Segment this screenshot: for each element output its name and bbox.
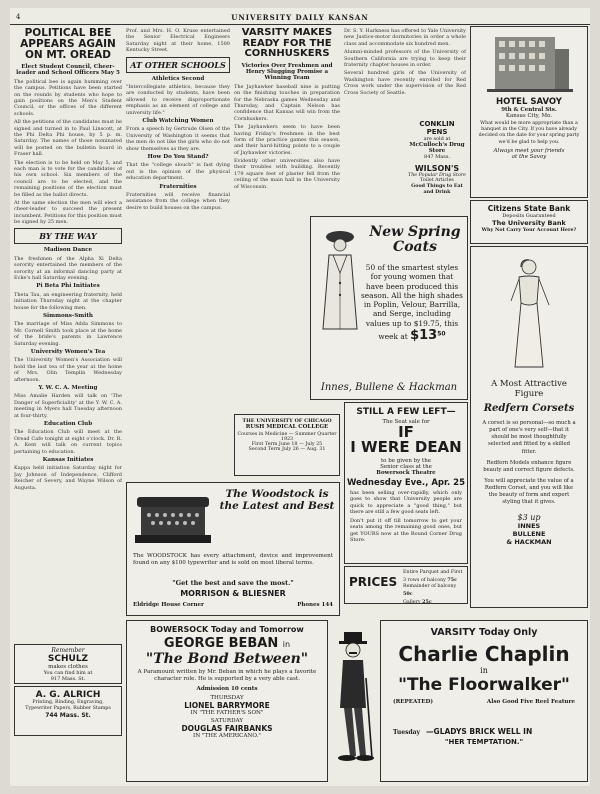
wilsons-ad	[408, 164, 466, 208]
chaplin-illustration-box	[330, 620, 376, 780]
woman-in-coat-illustration	[315, 225, 365, 335]
dean-seat-sale: The Seat sale for	[382, 419, 430, 425]
bank-line: Why Not Carry Your Account Here?	[481, 227, 577, 233]
varsity-tue-star: —GLADYS BRICK WELL IN	[426, 727, 533, 736]
bowersock-thu-star: LIONEL BARRYMORE	[184, 700, 270, 710]
item-text: Miss Amalie Harden will talk on 'The Danger of Superficiality' at the Y. W. C. A. meeting in Myers hall Tuesday afternoon at four-thirty.	[14, 393, 122, 419]
savoy-footer: at the Savoy	[511, 153, 547, 160]
article-paragraph: The Jayhawker baseball nine is putting on the finishing touches in preparation for the Nebraska games Wednesday and Thursday, and Captain Nelson has confidence that Kansas will win from the Cornhuskers.	[234, 83, 340, 122]
bowersock-thursday: THURSDAY	[210, 694, 244, 701]
item-head: Simmons-Smith	[42, 313, 93, 320]
varsity-star: Charlie Chaplin	[398, 642, 570, 666]
item-head: University Women's Tea	[30, 349, 106, 356]
woodstock-ad	[126, 482, 340, 616]
woodstock-text: The WOODSTOCK has every attachment, device and improvement found on any $100 typewriter and is sold on most liberal terms.	[133, 553, 333, 567]
article-paragraph: Dr. S. Y. Harkness has offered to Yale University new Justice-motor dormitories in order a whole class and accommodate six hundred men.	[344, 28, 466, 47]
price-name: Entire Parquet and First 3 rows of balcony	[403, 570, 463, 583]
bowersock-star	[127, 636, 327, 651]
coats-price: $13	[410, 327, 438, 343]
schulz-name: SCHULZ	[47, 654, 89, 664]
notice-line: Courses in Medicine — Summer Quarter 1923	[237, 432, 337, 442]
savoy-ad	[470, 26, 588, 198]
corsets-ad	[470, 246, 588, 608]
wilsons-line: The Popular Drug Store	[408, 173, 466, 178]
prices-label: PRICES	[349, 575, 398, 589]
item-head: Y. W. C. A. Meeting	[38, 385, 98, 392]
schulz-find: You can find him at	[43, 670, 93, 676]
price-value: 75c	[447, 576, 458, 583]
price-value: 50c	[403, 591, 413, 598]
wilsons-line: Toilet Articles	[420, 178, 454, 183]
varsity-title: "The Floorwalker"	[398, 675, 570, 695]
conklin-store: McCulloch's Drug Store	[409, 142, 465, 154]
dean-line: to be given by the	[380, 457, 432, 464]
alrich-ad	[14, 686, 122, 736]
citizens-bank-ad	[470, 200, 588, 244]
notice-line: First Term June 18 — July 25	[251, 442, 323, 447]
schulz-remember: Remember	[51, 647, 85, 654]
corset-text: Redfern Models enhance figure beauty and correct figure defects.	[483, 459, 575, 473]
price-row	[403, 570, 463, 584]
article-paragraph: All the petitions of the candidates must be signed and turned in to Paul Linscott, at the Phi Delta Phi house, by 5 p. m. Saturday. The names of those nominated will be posted on the bulletin board in Fraser hall.	[14, 119, 122, 158]
schulz-address: 917 Mass. St.	[50, 676, 86, 682]
corset-text: You will appreciate the value of a Redfern Corset, and you will like the beauty of form and expert styling that it gives.	[484, 477, 574, 506]
article-paragraph: The political bee is again humming over the campus. Petitions have been started on the rounds by students who hope to gain positions on the Men's Student Council, or the offices of the different schools.	[14, 78, 122, 117]
alrich-address: 744 Mass. St.	[45, 712, 91, 720]
typewriter-illustration	[133, 491, 213, 549]
bowersock-ad	[126, 620, 328, 782]
corset-figure-illustration	[499, 255, 559, 375]
item-head: Club Watching Women	[142, 117, 214, 124]
schulz-ad	[14, 644, 122, 684]
item-head: How Do You Stand?	[147, 153, 209, 160]
conklin-ad	[408, 120, 466, 160]
hotel-building-illustration	[479, 31, 579, 93]
section-by-the-way: BY THE WAY	[14, 228, 122, 244]
political-headline: POLITICAL BEE APPEARS AGAIN ON MT. OREAD	[20, 28, 116, 62]
conklin-address: 847 Mass.	[424, 154, 450, 160]
chaplin-figure-illustration	[330, 628, 376, 778]
alrich-text: Printing, Binding, Engraving, Typewriter Papers, Rubber Stamps	[25, 700, 111, 712]
varsity-tuesday: Tuesday	[393, 729, 421, 736]
dean-line: Senior class at the	[380, 463, 432, 470]
bowersock-admission: Admission 10 cents	[196, 685, 258, 692]
political-subhead: Elect Student Council, Cheer-leader and School Officers May 5	[16, 64, 120, 77]
item-text: Kappa held initiation Saturday night for Jay Johnson of Independence, Clifford Reicher of Severy, and Wayne Wilson of Augusta.	[14, 465, 122, 491]
item-head: Pi Beta Phi Initiates	[36, 283, 100, 290]
notice-line: THE UNIVERSITY OF CHICAGO	[242, 418, 332, 424]
price-name: Gallery	[403, 599, 421, 604]
corset-price: $3 up	[517, 512, 541, 522]
woodstock-slogan: "Get the best and save the most."	[172, 579, 294, 587]
item-text: The University Women's Association will hold the last tea of the year at the home of Mrs. Olin Templin Wednesday afternoon.	[14, 357, 122, 383]
varsity-extra-row	[381, 699, 587, 705]
coats-headline: New Spring Coats	[369, 224, 461, 255]
column-2	[126, 28, 230, 498]
coats-body	[361, 263, 463, 344]
item-text: From a speech by Gertrude Olsen of the University of Washington it seems that the men do not like the girls who do not show themselves as they are.	[126, 126, 230, 152]
chicago-notice	[234, 414, 340, 476]
dean-title: I WERE DEAN	[350, 438, 462, 456]
varsity-in: in	[480, 666, 488, 675]
woodstock-address: Eldridge House Corner	[133, 602, 204, 608]
masthead	[10, 10, 590, 25]
coats-body-text: 50 of the smartest styles for young women that have been produced this season. All the high shades in Poplin, Velour, Barrilla, and Serge, including values up to $19.75, this week at	[361, 263, 463, 341]
bowersock-title: "The Bond Between"	[145, 651, 309, 667]
price-value: 25c	[422, 598, 432, 604]
varsity-chaplin-ad	[380, 620, 588, 782]
price-row	[403, 584, 463, 598]
wilsons-name: WILSON'S	[414, 164, 460, 173]
item-text: Fraternities will receive financial assistance from the college when they desire to build houses on the campus.	[126, 191, 230, 211]
bowersock-saturday: SATURDAY	[210, 717, 244, 724]
alrich-name: A. G. ALRICH	[35, 690, 101, 700]
corset-store: & HACKMAN	[506, 537, 552, 546]
coats-store-signature: Innes, Bullene & Hackman	[320, 382, 458, 393]
conklin-line: are sold at	[423, 136, 451, 142]
savoy-city: Kansas City, Mo.	[505, 113, 553, 119]
section-at-other-schools: AT OTHER SCHOOLS	[126, 57, 230, 73]
dean-body: has been selling over-rapidly, which only goes to show that University people are quick to appreciate a "good thing," but there are still a few good seats left.	[350, 489, 462, 516]
item-head: Kansas Initiates	[42, 457, 94, 463]
savoy-text: What would be more appropriate than a banquet in the City. If you have already decided on the date for your spring party we'd be glad to help you.	[478, 121, 580, 145]
if-i-were-dean-ad	[344, 402, 468, 564]
bowersock-star-in: in	[282, 640, 291, 649]
woodstock-dealer: MORRISON & BLIESNER	[180, 589, 286, 598]
bowersock-thu-title: IN "THE FATHER'S SON"	[190, 709, 264, 716]
bank-name: Citizens State Bank	[487, 204, 571, 213]
bowersock-body: A Paramount written by Mr. Beban in which he plays a favorite character role. He is supported by a very able cast.	[137, 669, 317, 683]
notice-line: Second Term July 26 — Aug. 31	[248, 447, 326, 452]
spring-coats-ad	[310, 216, 468, 400]
item-head: Education Club	[43, 421, 93, 428]
notice-line: RUSH MEDICAL COLLEGE	[245, 424, 329, 430]
bowersock-heading: BOWERSOCK Today and Tomorrow	[150, 625, 304, 634]
dean-line: Bowersock Theatre	[376, 469, 436, 476]
savoy-address: 9th & Central Sts.	[501, 107, 557, 113]
varsity-headline: VARSITY MAKES READY FOR THE CORNHUSKERS	[241, 28, 333, 59]
wilsons-line: Good Things to Eat and Drink	[411, 183, 463, 195]
bank-line: Deposits Guaranteed	[502, 213, 556, 219]
item-text: The freshmen of the Alpha Xi Delta sorority entertained the members of the sorority at an informal dancing party at Ecke's hall Saturday evening.	[14, 255, 122, 282]
newspaper-page	[10, 8, 590, 786]
bowersock-sat-star: DOUGLAS FAIRBANKS	[181, 723, 273, 733]
item-text: Theta Tau, an engineering fraternity, held initiation Thursday night at the chapter house for the following men.	[14, 291, 122, 311]
article-paragraph: Evidently other universities also have their troubles with building. Recently 179 square feet of plaster fell from the ceiling of the main hall in the University of Wisconsin.	[234, 158, 340, 190]
bowersock-sat-title: IN "THE AMERICANO."	[192, 732, 262, 739]
schulz-makes: makes clothes	[48, 664, 88, 670]
dean-body2: Don't put it off till tomorrow to get your seats among the remaining good ones, but get YOURS now at the Round Corner Drug Store.	[350, 517, 462, 544]
savoy-name: HOTEL SAVOY	[496, 97, 562, 107]
item-text: The Education Club will meet at the Oread Cafe tonight at eight o'clock. Dr. R. A. Kent will talk on current topics pertaining to education.	[14, 429, 122, 455]
corset-title: A Most Attractive Figure	[491, 379, 567, 399]
corset-store: INNES	[517, 521, 541, 530]
varsity-repeated: (REPEATED)	[393, 699, 433, 705]
varsity-heading: VARSITY Today Only	[430, 627, 538, 638]
price-name: Remainder of balcony	[403, 584, 457, 590]
dean-date: Wednesday Eve., Apr. 25	[346, 477, 466, 488]
woodstock-headline: The Woodstock is the Latest and Best	[219, 488, 335, 512]
page-number: 4	[16, 13, 21, 21]
corset-store: BULLENE	[512, 529, 546, 538]
prices-list	[403, 570, 463, 604]
savoy-footer: Always meet your friends	[493, 147, 565, 154]
item-text: The marriage of Miss Adda Simmons to Mr. Cornell Smith took place at the home of the bride's parents in Lawrence Saturday evening.	[14, 321, 122, 347]
article-paragraph: Several hundred girls of the University of Washington have recently enrolled for Red Cross work under the supervision of the Red Cross Society of Seattle.	[344, 70, 466, 96]
dean-still: STILL A FEW LEFT—	[356, 407, 456, 417]
price-row	[403, 599, 463, 604]
bowersock-star-name: GEORGE BEBAN	[163, 636, 279, 651]
varsity-tue-title: "HER TEMPTATION."	[444, 738, 524, 746]
item-text: "Intercollegiate athletics, because they are conducted by students, have been allowed to receive disproportionate emphasis as an element of college and university life."	[126, 83, 230, 116]
woodstock-phone: Phones 144	[297, 602, 333, 608]
article-paragraph: The Jayhawkers seem to have been having Friday's freshmen in the best form of the practice games this season, and their hard-hitting points to a couple of Jayhawker victories.	[234, 124, 340, 156]
newspaper-name: UNIVERSITY DAILY KANSAN	[231, 13, 369, 22]
item-head: Madison Dance	[43, 247, 93, 254]
item-text: That the "college slouch" is fast dying out is the opinion of the physical education department.	[126, 162, 230, 182]
varsity-tuesday-row	[381, 727, 587, 736]
article-paragraph: Alumni-minded professors of the University of Southern California are trying to keep their fraternity chapter houses in order.	[344, 49, 466, 68]
bank-line: The University Bank	[492, 219, 566, 227]
item-head: Fraternities	[159, 183, 197, 190]
corset-brand: Redfern Corsets	[483, 403, 575, 414]
coats-price-cents: 50	[437, 330, 446, 338]
conklin-name: CONKLIN PENS	[419, 120, 455, 136]
item-head: Athletics Second	[151, 75, 205, 82]
corset-text: A corset is so personal—so much a part of one's very self—that it should be most thoughtfully selected and fitted by a skilled fitter.	[482, 420, 576, 455]
dean-title-if: IF	[398, 423, 414, 441]
prices-box	[344, 566, 468, 604]
article-paragraph: At the same election the men will elect a cheer-leader to succeed the present incumbent. Petitions for this position must be signed by 25 men.	[14, 199, 122, 226]
varsity-subhead: Victories Over Freshmen and Henry Slugging Promise a Winning Team	[241, 62, 333, 82]
article-paragraph: Prof. and Mrs. H. O. Kruse entertained the Senior Electrical Engineers Saturday night at their home, 1500 Kentucky Street.	[126, 28, 230, 54]
article-paragraph: The election is to be held on May 5, and each man is to vote for the candidates of his own school. Six members of the council are to be elected, and the remaining positions of the election must be filled as the ballot directs.	[14, 159, 122, 198]
varsity-also: Also Good Five Reel Feature	[486, 699, 575, 705]
